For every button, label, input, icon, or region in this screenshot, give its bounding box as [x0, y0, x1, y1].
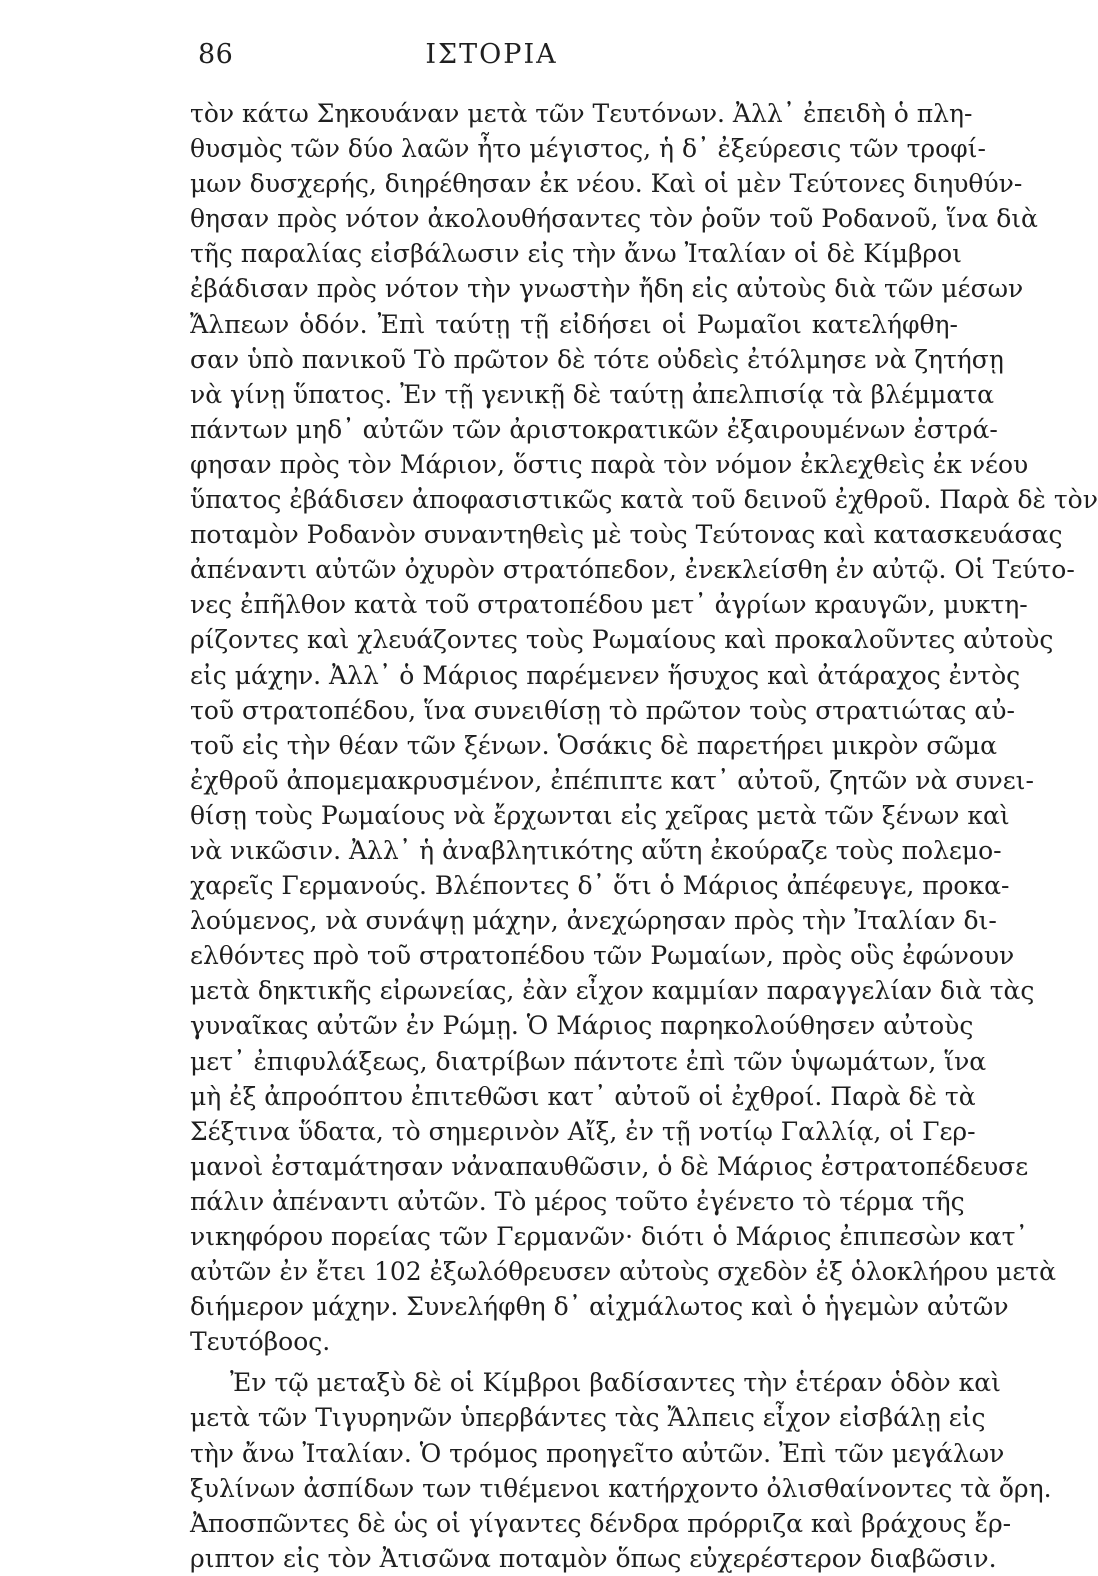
text-line: θίσῃ τοὺς Ρωμαίους νὰ ἔρχωνται εἰς χεῖρας μετὰ τῶν ξένων καὶ — [190, 800, 1010, 830]
text-line: ποταμὸν Ροδανὸν συναντηθεὶς μὲ τοὺς Τεύτονας καὶ κατασκευάσας — [190, 520, 1063, 550]
text-line: φησαν πρὸς τὸν Μάριον, ὅστις παρὰ τὸν νόμον ἐκλεχθεὶς ἐκ νέου — [190, 449, 1029, 479]
page-header — [0, 38, 983, 78]
text-line: θυσμὸς τῶν δύο λαῶν ἦτο μέγιστος, ἡ δ᾽ ἐξεύρεσις τῶν τροφί- — [190, 134, 986, 164]
text-line: Ἐν τῷ μεταξὺ δὲ οἱ Κίμβροι βαδίσαντες τὴν ἑτέραν ὁδὸν καὶ — [230, 1368, 1001, 1398]
text-line: εἰς μάχην. Ἀλλ᾽ ὁ Μάριος παρέμενεν ἥσυχος καὶ ἀτάραχος ἐντὸς — [190, 660, 1021, 690]
text-line: νὰ νικῶσιν. Ἀλλ᾽ ἡ ἀναβλητικότης αὕτη ἐκούραζε τοὺς πολεμο- — [190, 835, 1002, 865]
text-line: διήμερον μάχην. Συνελήφθη δ᾽ αἰχμάλωτος καὶ ὁ ἡγεμὼν αὐτῶν — [190, 1292, 1009, 1322]
text-line: Τευτόβοος. — [190, 1327, 331, 1357]
text-line: Ἀποσπῶντες δὲ ὡς οἱ γίγαντες δένδρα πρόρριζα καὶ βράχους ἔρ- — [190, 1508, 1012, 1538]
text-line: πάλιν ἀπέναντι αὐτῶν. Τὸ μέρος τοῦτο ἐγένετο τὸ τέρμα τῆς — [190, 1186, 965, 1216]
text-line: ἐβάδισαν πρὸς νότον τὴν γνωστὴν ἤδη εἰς αὐτοὺς διὰ τῶν μέσων — [190, 274, 1024, 304]
text-line: ριπτον εἰς τὸν Ἀτισῶνα ποταμὸν ὅπως εὐχερέστερον διαβῶσιν. — [190, 1543, 997, 1573]
text-line: θησαν πρὸς νότον ἀκολουθήσαντες τὸν ῥοῦν τοῦ Ροδανοῦ, ἵνα διὰ — [190, 204, 1038, 234]
text-line: μετ᾽ ἐπιφυλάξεως, διατρίβων πάντοτε ἐπὶ τῶν ὑψωμάτων, ἵνα — [190, 1046, 987, 1076]
running-title: ΙΣΤΟΡΙΑ — [425, 39, 558, 70]
text-line: ρίζοντες καὶ χλευάζοντες τοὺς Ρωμαίους καὶ προκαλοῦντες αὐτοὺς — [190, 625, 1054, 655]
text-line: ελθόντες πρὸ τοῦ στρατοπέδου τῶν Ρωμαίων, πρὸς οὓς ἐφώνουν — [190, 941, 1015, 971]
text-line: νες ἐπῆλθον κατὰ τοῦ στρατοπέδου μετ᾽ ἀγρίων κραυγῶν, μυκτη- — [190, 590, 1028, 620]
text-line: μων δυσχερής, διηρέθησαν ἐκ νέου. Καὶ οἱ μὲν Τεύτονες διηυθύν- — [190, 169, 1023, 199]
text-line: τὴν ἄνω Ἰταλίαν. Ὁ τρόμος προηγεῖτο αὐτῶν. Ἐπὶ τῶν μεγάλων — [190, 1438, 1005, 1468]
text-line: μετὰ τῶν Τιγυρηνῶν ὑπερβάντες τὰς Ἄλπεις εἶχον εἰσβάλῃ εἰς — [190, 1403, 986, 1433]
text-line: γυναῖκας αὐτῶν ἐν Ρώμῃ. Ὁ Μάριος παρηκολούθησεν αὐτοὺς — [190, 1011, 974, 1041]
text-line: τοῦ στρατοπέδου, ἵνα συνειθίσῃ τὸ πρῶτον τοὺς στρατιώτας αὐ- — [190, 695, 1015, 725]
text-line: Ἄλπεων ὁδόν. Ἐπὶ ταύτῃ τῇ εἰδήσει οἱ Ρωμαῖοι κατελήφθη- — [190, 309, 958, 339]
paragraph — [190, 1365, 1052, 1576]
text-line: ἀπέναντι αὐτῶν ὀχυρὸν στρατόπεδον, ἐνεκλείσθη ἐν αὐτῷ. Οἱ Τεύτο- — [190, 555, 1075, 585]
text-line: ξυλίνων ἀσπίδων των τιθέμενοι κατήρχοντο ὀλισθαίνοντες τὰ ὄρη. — [190, 1473, 1052, 1503]
text-line: λούμενος, νὰ συνάψῃ μάχην, ἀνεχώρησαν πρὸς τὴν Ἰταλίαν δι- — [190, 906, 997, 936]
page-number: 86 — [198, 39, 234, 70]
text-line: μὴ ἐξ ἀπροόπτου ἐπιτεθῶσι κατ᾽ αὐτοῦ οἱ ἐχθροί. Παρὰ δὲ τὰ — [190, 1081, 976, 1111]
text-line: ὕπατος ἐβάδισεν ἀποφασιστικῶς κατὰ τοῦ δεινοῦ ἐχθροῦ. Παρὰ δὲ τὸν — [190, 485, 1098, 515]
page-body — [190, 96, 1098, 1576]
text-line: αὐτῶν ἐν ἔτει 102 ἐξωλόθρευσεν αὐτοὺς σχεδὸν ἐξ ὁλοκλήρου μετὰ — [190, 1257, 1056, 1287]
text-line: χαρεῖς Γερμανούς. Βλέποντες δ᾽ ὅτι ὁ Μάριος ἀπέφευγε, προκα- — [190, 871, 1010, 901]
text-line: νικηφόρου πορείας τῶν Γερμανῶν· διότι ὁ Μάριος ἐπιπεσὼν κατ᾽ — [190, 1222, 1028, 1251]
text-line: ἐχθροῦ ἀπομεμακρυσμένον, ἐπέπιπτε κατ᾽ αὐτοῦ, ζητῶν νὰ συνει- — [190, 765, 1034, 795]
text-line: τοῦ εἰς τὴν θέαν τῶν ξένων. Ὁσάκις δὲ παρετήρει μικρὸν σῶμα — [190, 730, 998, 760]
text-line: νὰ γίνῃ ὕπατος. Ἐν τῇ γενικῇ δὲ ταύτῃ ἀπελπισίᾳ τὰ βλέμματα — [190, 379, 994, 409]
text-line: σαν ὑπὸ πανικοῦ Τὸ πρῶτον δὲ τότε οὐδεὶς ἐτόλμησε νὰ ζητήσῃ — [190, 344, 1004, 374]
text-line: πάντων μηδ᾽ αὐτῶν τῶν ἀριστοκρατικῶν ἐξαιρουμένων ἐστρά- — [190, 414, 998, 444]
text-line: μετὰ δηκτικῆς εἰρωνείας, ἐὰν εἶχον καμμίαν παραγγελίαν διὰ τὰς — [190, 976, 1035, 1006]
text-line: τῆς παραλίας εἰσβάλωσιν εἰς τὴν ἄνω Ἰταλίαν οἱ δὲ Κίμβροι — [190, 239, 962, 269]
text-line: μανοὶ ἐσταμάτησαν νἀναπαυθῶσιν, ὁ δὲ Μάριος ἐστρατοπέδευσε — [190, 1151, 1029, 1181]
text-line: τὸν κάτω Σηκουάναν μετὰ τῶν Τευτόνων. Ἀλλ᾽ ἐπειδὴ ὁ πλη- — [190, 99, 973, 128]
text-line: Σέξτινα ὕδατα, τὸ σημερινὸν Αἴξ, ἐν τῇ νοτίῳ Γαλλίᾳ, οἱ Γερ- — [190, 1116, 976, 1146]
paragraph — [190, 96, 1098, 1359]
